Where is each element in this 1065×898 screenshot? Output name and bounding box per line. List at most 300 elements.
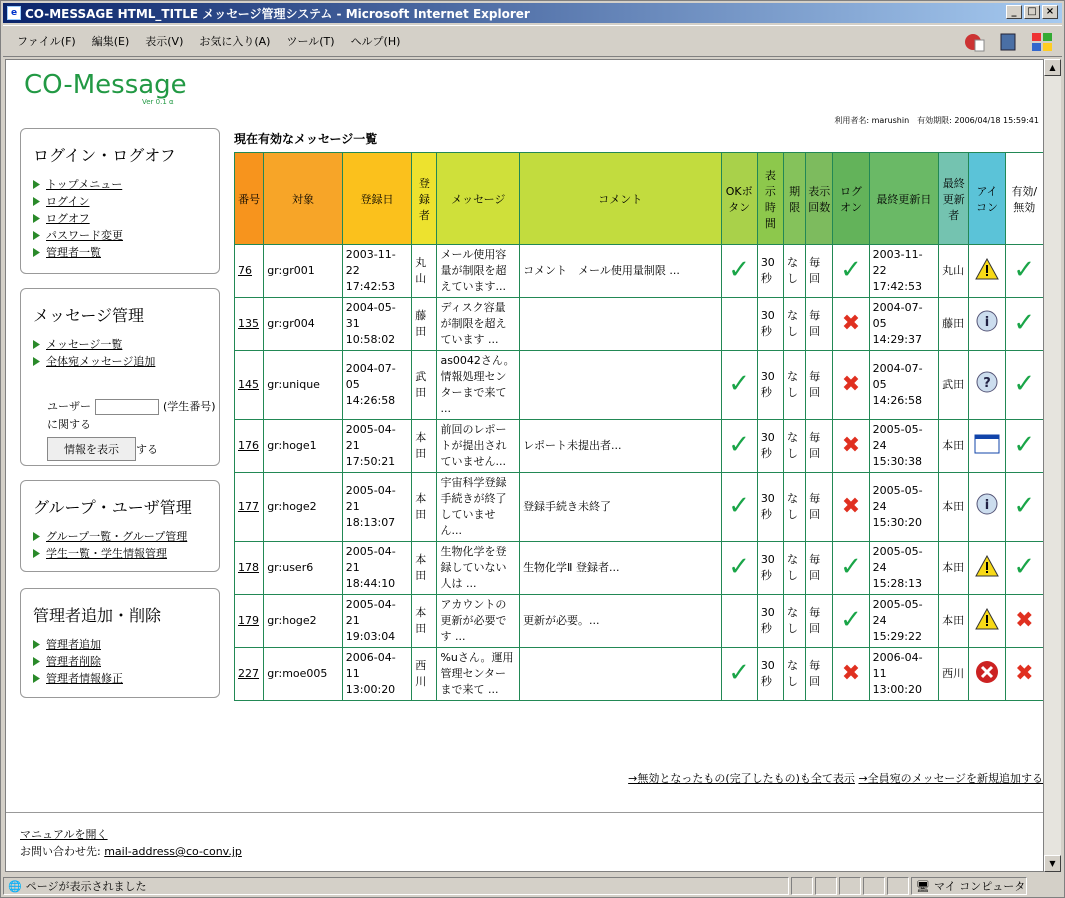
date-cell: 2004-05-31 10:58:02 xyxy=(345,301,396,346)
page-content xyxy=(5,59,1044,872)
cross-icon: ✖ xyxy=(841,493,861,519)
cell-logon xyxy=(833,648,869,701)
date-cell: 2006-04-11 13:00:20 xyxy=(345,651,396,696)
status-text: ページが表示されました xyxy=(25,880,147,893)
time-cell: 30秒 xyxy=(760,370,775,399)
link-password-change[interactable]: パスワード変更 xyxy=(33,227,219,244)
cell-number xyxy=(235,245,264,298)
cell-author xyxy=(412,473,437,542)
updater-cell: 本田 xyxy=(942,439,965,452)
arrow-icon xyxy=(33,357,40,366)
message-number-link[interactable]: 227 xyxy=(238,667,259,680)
cell-comment xyxy=(520,351,721,420)
arrow-icon xyxy=(33,180,40,189)
window-title: CO-MESSAGE HTML_TITLE メッセージ管理システム - Microsoft Internet Explorer xyxy=(25,6,530,21)
cell-updater xyxy=(939,420,969,473)
table-header-row xyxy=(235,153,1044,245)
comment-cell: 更新が必要。... xyxy=(523,614,600,627)
cell-time xyxy=(757,595,783,648)
cell-enabled xyxy=(1005,473,1043,542)
column-header: 番号 xyxy=(235,153,264,245)
target-cell: gr:unique xyxy=(267,378,320,391)
page-status-icon: 🌐 xyxy=(8,879,22,893)
cell-limit xyxy=(784,473,806,542)
comment-cell: コメント メール使用量制限 ... xyxy=(523,264,680,277)
menu-tools[interactable]: ツール(T) xyxy=(286,35,335,48)
arrow-icon xyxy=(33,657,40,666)
message-cell: アカウントの更新が必要です ... xyxy=(440,598,507,643)
comment-cell: 登録手続き未終了 xyxy=(523,500,612,513)
cell-number xyxy=(235,595,264,648)
contact-label: お問い合わせ先: xyxy=(20,845,101,858)
computer-icon: 🖥 xyxy=(916,879,930,893)
check-icon: ✓ xyxy=(1013,490,1036,521)
cell-date xyxy=(342,351,412,420)
cell-comment xyxy=(520,245,721,298)
updated-cell: 2003-11-22 17:42:53 xyxy=(872,248,923,293)
cell-comment xyxy=(520,420,721,473)
cell-enabled xyxy=(1005,420,1043,473)
target-cell: gr:gr001 xyxy=(267,264,315,277)
author-cell: 本田 xyxy=(415,553,427,582)
time-cell: 30秒 xyxy=(760,606,775,635)
updater-cell: 西川 xyxy=(942,667,965,680)
time-cell: 30秒 xyxy=(760,309,775,338)
column-header: メッセージ xyxy=(437,153,520,245)
cell-updated xyxy=(869,473,939,542)
minimize-button[interactable]: _ xyxy=(1006,5,1022,19)
arrow-icon xyxy=(33,549,40,558)
cell-logon xyxy=(833,245,869,298)
updated-cell: 2006-04-11 13:00:20 xyxy=(872,651,923,696)
menu-favorites[interactable]: お気に入り(A) xyxy=(199,35,271,48)
updated-cell: 2005-05-24 15:28:13 xyxy=(872,545,923,590)
table-row xyxy=(235,473,1044,542)
target-cell: gr:hoge2 xyxy=(267,614,317,627)
svg-text:i: i xyxy=(984,497,990,513)
show-info-button[interactable]: 情報を表示 xyxy=(47,437,136,461)
link-admin-list[interactable]: 管理者一覧 xyxy=(33,244,219,261)
menu-help[interactable]: ヘルプ(H) xyxy=(350,35,401,48)
check-icon: ✓ xyxy=(728,254,751,285)
column-header: 最終更新者 xyxy=(939,153,969,245)
cell-count xyxy=(806,420,833,473)
app-version: Ver 0.1 α xyxy=(142,98,174,106)
count-cell: 毎回 xyxy=(809,431,821,460)
limit-cell: なし xyxy=(787,256,798,285)
cell-time xyxy=(757,420,783,473)
cell-icon xyxy=(969,595,1005,648)
acrobat-icon[interactable] xyxy=(960,28,988,56)
check-icon: ✓ xyxy=(1013,307,1036,338)
panel-group xyxy=(20,480,220,572)
message-number-link[interactable]: 178 xyxy=(238,561,259,574)
link-message-list[interactable]: メッセージ一覧 xyxy=(33,336,219,353)
cell-message xyxy=(437,542,520,595)
author-cell: 本田 xyxy=(415,431,427,460)
cell-message xyxy=(437,351,520,420)
cell-author xyxy=(412,351,437,420)
comment-cell: 生物化学Ⅱ 登録者... xyxy=(523,561,620,574)
cell-count xyxy=(806,298,833,351)
cell-count xyxy=(806,542,833,595)
target-cell: gr:gr004 xyxy=(267,317,315,330)
check-icon: ✓ xyxy=(728,551,751,582)
app-logo: CO-Message xyxy=(24,70,187,100)
time-cell: 30秒 xyxy=(760,659,775,688)
link-admin-add[interactable]: 管理者追加 xyxy=(33,636,219,653)
cell-icon xyxy=(969,420,1005,473)
cell-ok-button xyxy=(721,473,757,542)
count-cell: 毎回 xyxy=(809,492,821,521)
svg-text:?: ? xyxy=(983,375,991,391)
cell-enabled xyxy=(1005,245,1043,298)
author-cell: 本田 xyxy=(415,606,427,635)
cell-icon xyxy=(969,351,1005,420)
cell-updated xyxy=(869,298,939,351)
cell-updater xyxy=(939,542,969,595)
date-cell: 2005-04-21 18:44:10 xyxy=(345,545,396,590)
author-cell: 本田 xyxy=(415,492,427,521)
message-number-link[interactable]: 177 xyxy=(238,500,259,513)
column-header: 表示回数 xyxy=(806,153,833,245)
target-cell: gr:hoge1 xyxy=(267,439,317,452)
warning-icon xyxy=(975,567,999,580)
cell-icon xyxy=(969,298,1005,351)
cell-author xyxy=(412,595,437,648)
link-add-all-message[interactable]: 全体宛メッセージ追加 xyxy=(33,353,219,370)
cell-icon xyxy=(969,648,1005,701)
limit-cell: なし xyxy=(787,370,798,399)
cell-ok-button xyxy=(721,420,757,473)
footer xyxy=(20,826,242,860)
count-cell: 毎回 xyxy=(809,370,821,399)
scroll-down-button[interactable]: ▼ xyxy=(1044,855,1061,872)
title-bar xyxy=(3,3,1062,23)
cell-author xyxy=(412,298,437,351)
cell-ok-button xyxy=(721,648,757,701)
message-cell: 宇宙科学登録手続きが終了していません... xyxy=(440,476,507,537)
menu-edit[interactable]: 編集(E) xyxy=(91,35,130,48)
link-admin-edit[interactable]: 管理者情報修正 xyxy=(33,670,219,687)
cell-logon xyxy=(833,542,869,595)
cross-icon: ✖ xyxy=(1015,607,1034,633)
cell-message xyxy=(437,595,520,648)
limit-cell: なし xyxy=(787,492,798,521)
cell-logon xyxy=(833,595,869,648)
warning-icon xyxy=(975,620,999,633)
cell-target xyxy=(264,595,343,648)
cell-icon xyxy=(969,542,1005,595)
author-cell: 丸山 xyxy=(415,256,427,285)
cell-message xyxy=(437,298,520,351)
updated-cell: 2005-05-24 15:30:38 xyxy=(872,423,923,468)
column-header: 最終更新日 xyxy=(869,153,939,245)
cell-author xyxy=(412,542,437,595)
cell-enabled xyxy=(1005,351,1043,420)
cell-count xyxy=(806,351,833,420)
cell-updated xyxy=(869,351,939,420)
link-top-menu[interactable]: トップメニュー xyxy=(33,176,219,193)
updater-cell: 武田 xyxy=(942,378,965,391)
cell-comment xyxy=(520,298,721,351)
cell-comment xyxy=(520,595,721,648)
date-cell: 2004-07-05 14:26:58 xyxy=(345,362,396,407)
ie-icon: e xyxy=(7,6,21,20)
panel-message xyxy=(20,288,220,466)
cell-updater xyxy=(939,351,969,420)
cell-logon xyxy=(833,298,869,351)
link-login[interactable]: ログイン xyxy=(33,193,219,210)
cell-updated xyxy=(869,245,939,298)
check-icon: ✓ xyxy=(1013,254,1036,285)
count-cell: 毎回 xyxy=(809,659,821,688)
time-cell: 30秒 xyxy=(760,431,775,460)
count-cell: 毎回 xyxy=(809,309,821,338)
date-cell: 2005-04-21 19:03:04 xyxy=(345,598,396,643)
panel-title: ログイン・ログオフ xyxy=(33,146,176,165)
cell-updater xyxy=(939,648,969,701)
panel-login xyxy=(20,128,220,274)
column-header: 有効/無効 xyxy=(1005,153,1043,245)
cell-updated xyxy=(869,648,939,701)
message-number-link[interactable]: 135 xyxy=(238,317,259,330)
info-icon xyxy=(975,497,999,520)
cell-limit xyxy=(784,351,806,420)
arrow-icon xyxy=(33,197,40,206)
user-info: 利用者名: marushin 有効期限: 2006/04/18 15:59:41 xyxy=(834,116,1039,125)
link-group-list[interactable]: グループ一覧・グループ管理 xyxy=(33,528,219,545)
panel-title: メッセージ管理 xyxy=(33,306,145,325)
cell-updated xyxy=(869,420,939,473)
link-admin-delete[interactable]: 管理者削除 xyxy=(33,653,219,670)
cell-date xyxy=(342,298,412,351)
message-number-link[interactable]: 179 xyxy=(238,614,259,627)
page-title: 現在有効なメッセージ一覧 xyxy=(234,132,378,146)
info-icon xyxy=(975,314,999,337)
add-all-message-link[interactable]: →全員宛のメッセージを新規追加する xyxy=(858,772,1043,785)
cell-limit xyxy=(784,420,806,473)
message-cell: ディスク容量が制限を超えています ... xyxy=(440,301,507,346)
table-row xyxy=(235,351,1044,420)
cell-count xyxy=(806,245,833,298)
table-row xyxy=(235,245,1044,298)
windows-logo-icon xyxy=(1028,28,1056,56)
cell-author xyxy=(412,648,437,701)
menu-bar xyxy=(3,25,1062,57)
status-bar xyxy=(3,875,1062,897)
message-cell: as0042さん。情報処理センターまで来て ... xyxy=(440,354,515,415)
cell-number xyxy=(235,542,264,595)
count-cell: 毎回 xyxy=(809,256,821,285)
column-header: 期限 xyxy=(784,153,806,245)
arrow-icon xyxy=(33,674,40,683)
cell-author xyxy=(412,245,437,298)
cell-author xyxy=(412,420,437,473)
svg-text:i: i xyxy=(984,314,990,330)
cell-updated xyxy=(869,542,939,595)
table-row xyxy=(235,595,1044,648)
cell-updater xyxy=(939,473,969,542)
table-row xyxy=(235,542,1044,595)
author-cell: 藤田 xyxy=(415,309,427,338)
limit-cell: なし xyxy=(787,553,798,582)
date-cell: 2005-04-21 17:50:21 xyxy=(345,423,396,468)
arrow-icon xyxy=(33,640,40,649)
cell-time xyxy=(757,542,783,595)
cell-updater xyxy=(939,298,969,351)
count-cell: 毎回 xyxy=(809,553,821,582)
cell-comment xyxy=(520,473,721,542)
cell-comment xyxy=(520,648,721,701)
author-cell: 武田 xyxy=(415,370,427,399)
table-row xyxy=(235,420,1044,473)
toolbar-icon[interactable] xyxy=(994,28,1022,56)
cross-icon: ✖ xyxy=(841,310,861,336)
cell-limit xyxy=(784,542,806,595)
cell-ok-button xyxy=(721,245,757,298)
cell-enabled xyxy=(1005,648,1043,701)
column-header: 登録日 xyxy=(342,153,412,245)
message-number-link[interactable]: 76 xyxy=(238,264,252,277)
arrow-icon xyxy=(33,231,40,240)
check-icon: ✓ xyxy=(840,604,862,635)
updater-cell: 丸山 xyxy=(942,264,965,277)
column-header: 対象 xyxy=(264,153,343,245)
maximize-button[interactable]: □ xyxy=(1024,5,1040,19)
limit-cell: なし xyxy=(787,309,798,338)
updater-cell: 本田 xyxy=(942,500,965,513)
cell-comment xyxy=(520,542,721,595)
updated-cell: 2005-05-24 15:30:20 xyxy=(872,484,923,529)
time-cell: 30秒 xyxy=(760,492,775,521)
cell-count xyxy=(806,648,833,701)
cell-count xyxy=(806,473,833,542)
comment-cell: レポート未提出者... xyxy=(523,439,622,452)
panel-admin xyxy=(20,588,220,698)
message-number-link[interactable]: 176 xyxy=(238,439,259,452)
divider xyxy=(6,812,1044,813)
cell-target xyxy=(264,473,343,542)
cell-time xyxy=(757,473,783,542)
cell-date xyxy=(342,648,412,701)
arrow-icon xyxy=(33,214,40,223)
limit-cell: なし xyxy=(787,431,798,460)
cell-target xyxy=(264,420,343,473)
cell-icon xyxy=(969,473,1005,542)
cell-date xyxy=(342,420,412,473)
zone-text: マイ コンピュータ xyxy=(933,880,1026,893)
cell-limit xyxy=(784,648,806,701)
link-student-list[interactable]: 学生一覧・学生情報管理 xyxy=(33,545,219,562)
check-icon: ✓ xyxy=(840,254,862,285)
cell-count xyxy=(806,595,833,648)
cell-message xyxy=(437,245,520,298)
updater-cell: 本田 xyxy=(942,561,965,574)
cell-enabled xyxy=(1005,595,1043,648)
close-button[interactable]: × xyxy=(1042,5,1058,19)
menu-view[interactable]: 表示(V) xyxy=(145,35,184,48)
contact-email-link[interactable]: mail-address@co-conv.jp xyxy=(104,845,242,858)
updater-cell: 本田 xyxy=(942,614,965,627)
cell-updated xyxy=(869,595,939,648)
cell-time xyxy=(757,648,783,701)
student-number-input[interactable] xyxy=(95,399,159,415)
target-cell: gr:hoge2 xyxy=(267,500,317,513)
cell-enabled xyxy=(1005,298,1043,351)
message-cell: 生物化学を登録していない人は ... xyxy=(440,545,507,590)
message-cell: メール使用容量が制限を超えています... xyxy=(440,248,507,293)
cell-target xyxy=(264,298,343,351)
cell-number xyxy=(235,351,264,420)
time-cell: 30秒 xyxy=(760,256,775,285)
check-icon: ✓ xyxy=(728,429,751,460)
cell-logon xyxy=(833,351,869,420)
cell-number xyxy=(235,648,264,701)
cell-updater xyxy=(939,245,969,298)
column-header: コメント xyxy=(520,153,721,245)
time-cell: 30秒 xyxy=(760,553,775,582)
manual-link[interactable]: マニュアルを開く xyxy=(20,828,108,841)
updated-cell: 2005-05-24 15:29:22 xyxy=(872,598,923,643)
arrow-icon xyxy=(33,532,40,541)
column-header: 表示時間 xyxy=(757,153,783,245)
cell-time xyxy=(757,351,783,420)
message-number-link[interactable]: 145 xyxy=(238,378,259,391)
column-header: OKボタン xyxy=(721,153,757,245)
count-cell: 毎回 xyxy=(809,606,821,635)
menu-file[interactable]: ファイル(F) xyxy=(17,35,76,48)
column-header: アイコン xyxy=(969,153,1005,245)
cell-updater xyxy=(939,595,969,648)
panel-title: 管理者追加・削除 xyxy=(33,606,162,625)
cell-message xyxy=(437,420,520,473)
panel-title: グループ・ユーザ管理 xyxy=(33,498,192,517)
limit-cell: なし xyxy=(787,659,798,688)
scroll-up-button[interactable]: ▲ xyxy=(1044,59,1061,76)
cross-icon: ✖ xyxy=(841,660,861,686)
cell-logon xyxy=(833,420,869,473)
cell-message xyxy=(437,648,520,701)
target-cell: gr:user6 xyxy=(267,561,314,574)
cross-icon: ✖ xyxy=(1015,660,1034,686)
date-cell: 2005-04-21 18:13:07 xyxy=(345,484,396,529)
target-cell: gr:moe005 xyxy=(267,667,328,680)
cell-limit xyxy=(784,245,806,298)
updater-cell: 藤田 xyxy=(942,317,965,330)
message-table xyxy=(234,152,1044,701)
show-all-link[interactable]: →無効となったもの(完了したもの)も全て表示 xyxy=(628,772,855,785)
check-icon: ✓ xyxy=(728,657,751,688)
cell-date xyxy=(342,473,412,542)
link-logoff[interactable]: ログオフ xyxy=(33,210,219,227)
cell-date xyxy=(342,595,412,648)
cell-ok-button xyxy=(721,351,757,420)
message-cell: %uさん。運用管理センターまで来て ... xyxy=(440,651,514,696)
cell-message xyxy=(437,473,520,542)
cell-target xyxy=(264,542,343,595)
check-icon: ✓ xyxy=(840,551,862,582)
vertical-scrollbar[interactable] xyxy=(1044,59,1061,872)
cell-time xyxy=(757,298,783,351)
cell-target xyxy=(264,648,343,701)
cell-target xyxy=(264,245,343,298)
cell-icon xyxy=(969,245,1005,298)
arrow-icon xyxy=(33,248,40,257)
cell-number xyxy=(235,473,264,542)
question-icon xyxy=(975,375,999,398)
bottom-links xyxy=(628,770,1043,786)
